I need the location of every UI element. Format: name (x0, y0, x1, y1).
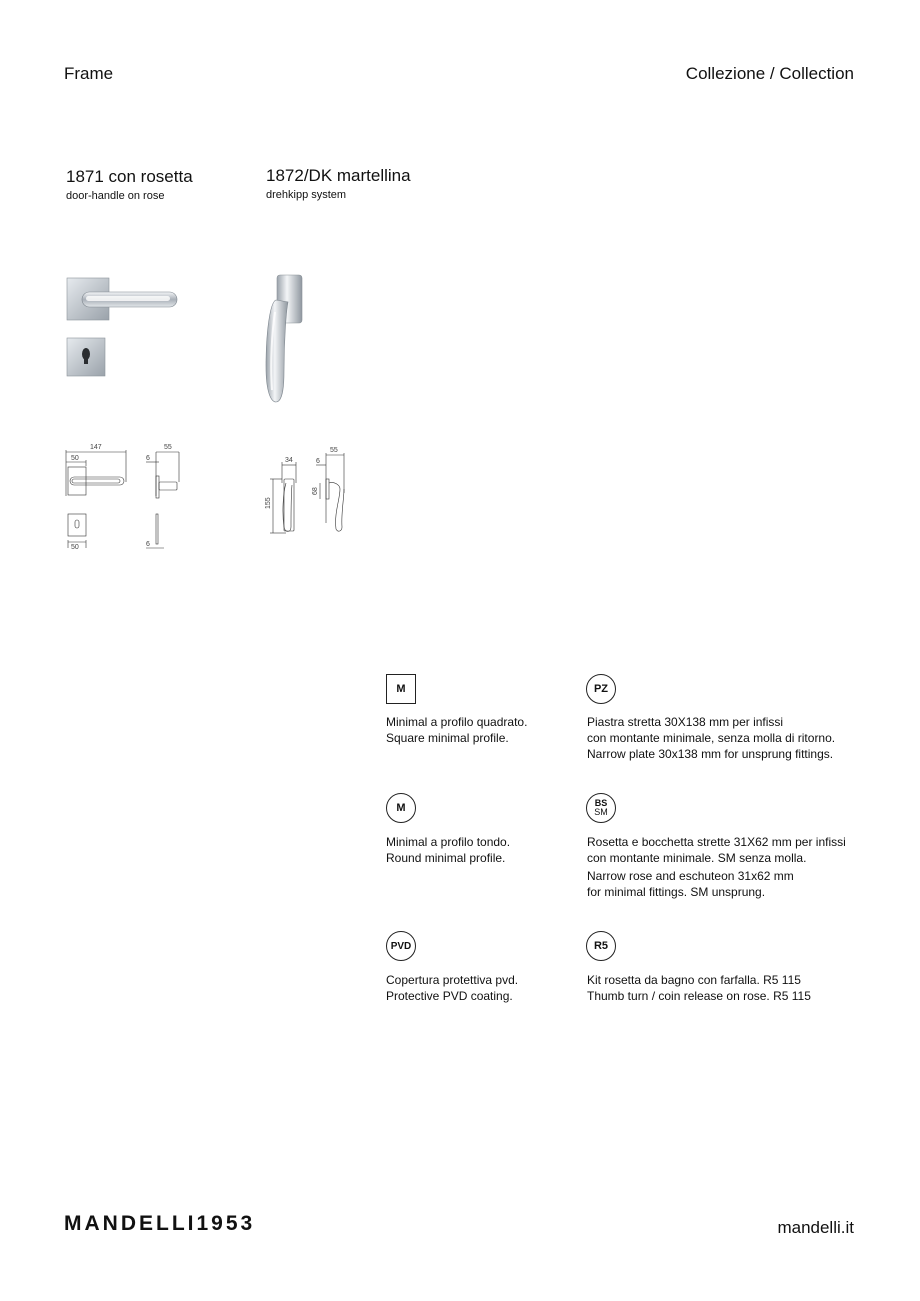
badge-square-minimal: M (386, 674, 416, 704)
feature-round-minimal (386, 834, 510, 866)
product-subtitle: door-handle on rose (66, 190, 165, 202)
badge-round-minimal: M (386, 793, 416, 823)
feature-square-minimal (386, 714, 527, 746)
feature-line: Kit rosetta da bagno con farfalla. R5 115 (587, 973, 801, 987)
dimension-thickness: 6 (316, 458, 320, 465)
dimension-projection: 55 (330, 447, 338, 454)
dimension-length: 147 (90, 444, 102, 451)
brand-logo: MANDELLI1953 (64, 1212, 256, 1235)
feature-line: Square minimal profile. (386, 731, 509, 745)
badge-r5: R5 (586, 931, 616, 961)
badge-top: BS (594, 798, 608, 808)
product-1872-dk (266, 166, 411, 202)
dimension-rose: 50 (71, 455, 79, 462)
feature-line: for minimal fittings. SM unsprung. (587, 885, 766, 899)
website-link[interactable]: mandelli.it (777, 1218, 854, 1237)
handle-1872-drawing (262, 443, 362, 543)
dimension-thickness: 6 (146, 455, 150, 462)
feature-line: Rosetta e bocchetta strette 31X62 mm per infissi (587, 835, 846, 849)
feature-line: Copertura protettiva pvd. (386, 973, 519, 987)
feature-line: Narrow rose and eschuteon 31x62 mm (587, 869, 794, 883)
handle-1871-photo (60, 270, 190, 380)
feature-pvd (386, 972, 518, 1004)
badge-narrow-plate: PZ (586, 674, 616, 704)
feature-line: Round minimal profile. (386, 851, 506, 865)
feature-line: Minimal a profilo tondo. (386, 835, 511, 849)
product-1871 (66, 167, 193, 203)
product-title: 1872/DK martellina (266, 166, 411, 185)
feature-r5 (587, 972, 811, 1004)
handle-1871-drawing (60, 440, 195, 555)
feature-line: Thumb turn / coin release on rose. R5 115 (587, 989, 811, 1003)
handle-1872-photo (262, 272, 312, 407)
feature-line: Minimal a profilo quadrato. (386, 715, 528, 729)
feature-line: con montante minimale, senza molla di ritorno. (587, 731, 836, 745)
feature-line: Protective PVD coating. (386, 989, 513, 1003)
feature-line: Narrow plate 30x138 mm for unsprung fittings. (587, 747, 834, 761)
badge-narrow-rose (586, 793, 616, 823)
dimension-handle-height: 68 (312, 487, 319, 495)
product-title: 1871 con rosetta (66, 167, 193, 186)
collection-name: Frame (64, 64, 114, 83)
badge-pvd: PVD (386, 931, 416, 961)
feature-line: con montante minimale. SM senza molla. (587, 851, 807, 865)
feature-narrow-rose (587, 834, 846, 900)
dimension-plate-width: 34 (285, 457, 293, 464)
dimension-escutcheon: 50 (71, 544, 79, 551)
product-subtitle: drehkipp system (266, 189, 347, 201)
dimension-height: 155 (265, 497, 272, 509)
badge-bottom: SM (594, 807, 608, 817)
feature-narrow-plate (587, 714, 835, 762)
dimension-escutcheon-thickness: 6 (146, 541, 150, 548)
dimension-projection: 55 (164, 444, 172, 451)
feature-line: Piastra stretta 30X138 mm per infissi (587, 715, 784, 729)
section-title: Collezione / Collection (685, 64, 854, 83)
